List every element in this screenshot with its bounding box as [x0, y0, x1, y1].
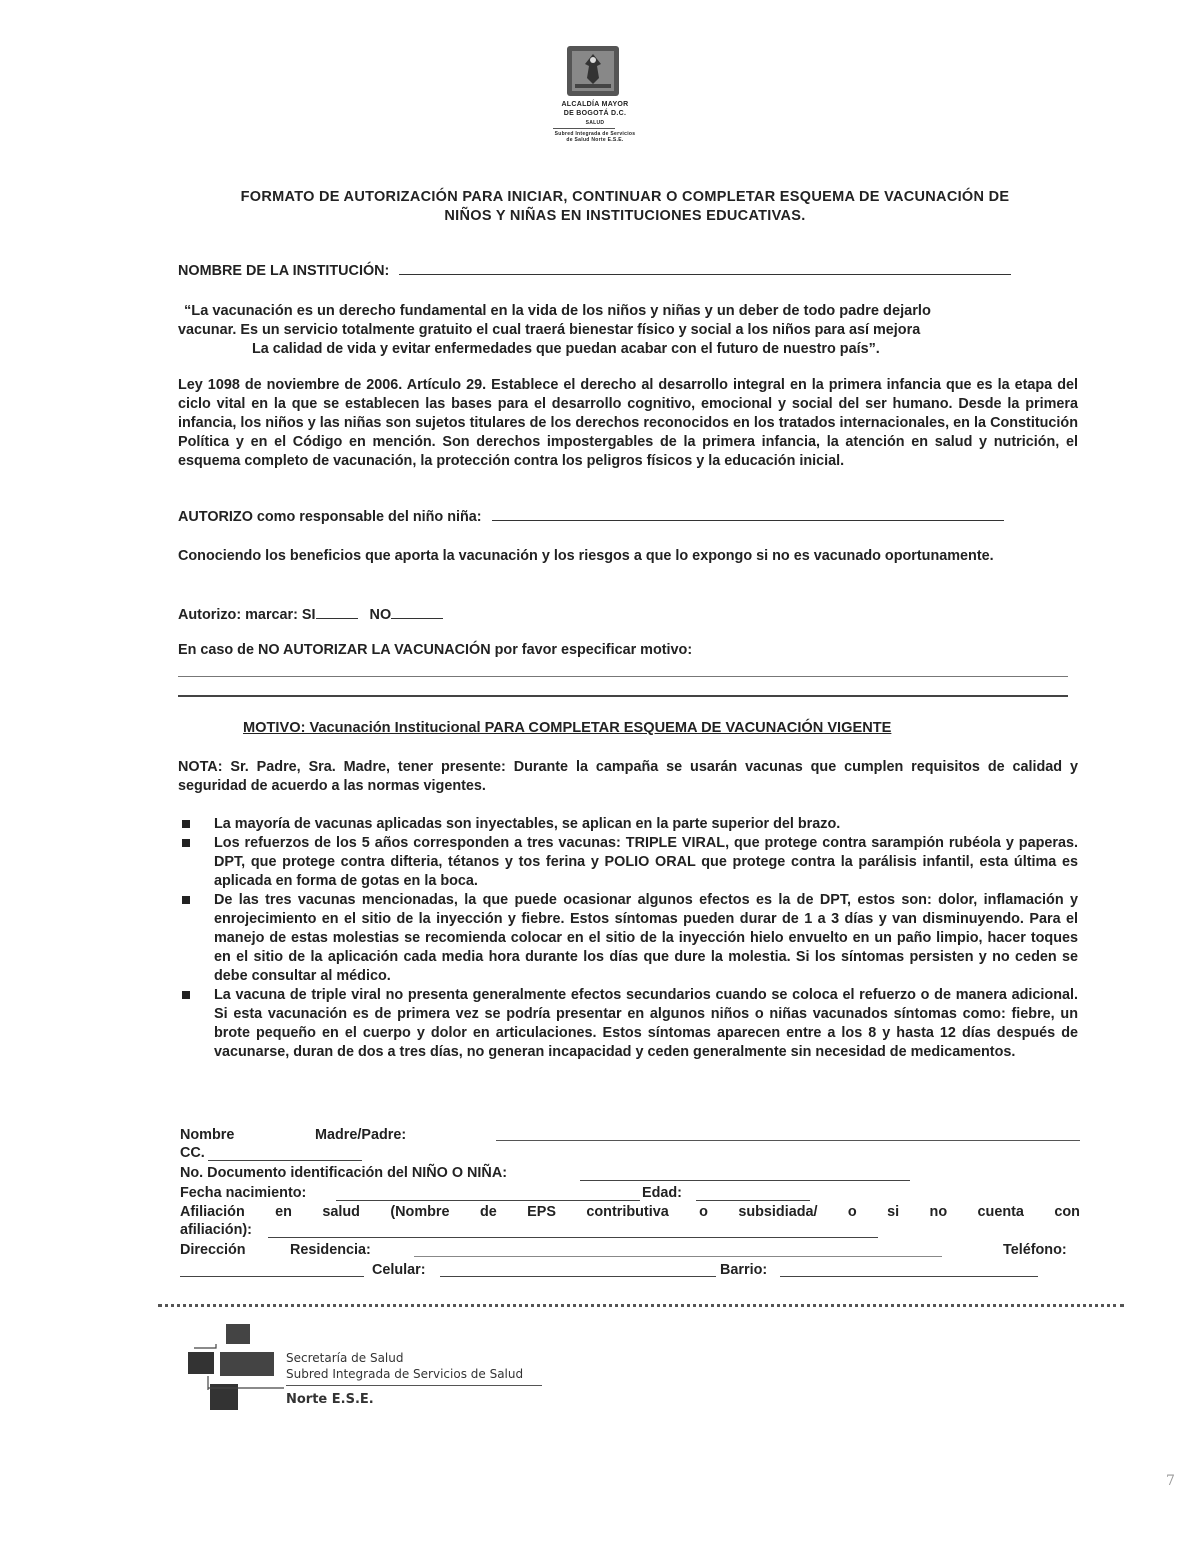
footer-line-2: Subred Integrada de Servicios de Salud [286, 1367, 524, 1381]
nombre-label: Nombre [180, 1127, 235, 1143]
list-item [178, 986, 1078, 1062]
list-item [178, 834, 1078, 891]
afiliacion-word: de [479, 1204, 497, 1220]
form-title [150, 188, 1100, 226]
doc-label: No. Documento identificación del NIÑO O NIÑA: [180, 1165, 508, 1181]
mark-no-label: NO [369, 607, 392, 623]
institution-row [178, 262, 1011, 281]
motivo-heading: MOTIVO: Vacunación Institucional PARA COMPLETAR ESQUEMA DE VACUNACIÓN VIGENTE [243, 720, 892, 736]
bullet-text: La mayoría de vacunas aplicadas son inyectables, se aplican en la parte superior del brazo. [214, 816, 841, 832]
afiliacion-word: cuenta [977, 1204, 1024, 1220]
bullet-text: De las tres vacunas mencionadas, la que puede ocasionar algunos efectos es la de DPT, estos son: dolor, inflamación y enrojecimiento en el sitio de la inyección y fiebre. Estos síntomas pueden durar de 1 a 3 días y van disminuyendo. Para el manejo de estas molestias se recomienda colocar en el sitio de la inyección hielo envuelto en un paño limpio, hacer toques en el sitio de la aplicación cada media hora durante los días que dure la molestia. Si los síntomas persisten y no ceden se debe consultar al médico. [214, 892, 1078, 984]
afiliacion-word: con [1054, 1204, 1080, 1220]
footer-separator [158, 1304, 1124, 1307]
madre-padre-label: Madre/Padre: [315, 1127, 407, 1143]
bullet-square-icon [182, 839, 190, 847]
afiliacion-word: (Nombre [390, 1204, 450, 1220]
seal-line-1: ALCALDÍA MAYOR [561, 101, 629, 108]
list-item [178, 815, 1078, 834]
no-field[interactable] [391, 618, 443, 619]
neighborhood-field[interactable] [780, 1276, 1038, 1277]
afiliacion-word: salud [322, 1204, 360, 1220]
cc-label: CC. [180, 1145, 205, 1161]
madre-padre-name-field[interactable] [496, 1140, 1080, 1141]
knowing-paragraph: Conociendo los beneficios que aporta la vacunación y los riesgos a que lo expongo si no es vacunado oportunamente. [178, 548, 994, 564]
seal-line-4: Subred Integrada de Servicios [554, 131, 636, 137]
afiliacion-word: EPS [527, 1204, 556, 1220]
footer-line-1: Secretaría de Salud [286, 1351, 404, 1365]
authorize-label: AUTORIZO como responsable del niño niña: [178, 509, 482, 525]
seal-divider [553, 128, 615, 129]
form-title-line-2: NIÑOS Y NIÑAS EN INSTITUCIONES EDUCATIVAS. [444, 208, 806, 224]
celular-label: Celular: [372, 1262, 426, 1278]
nota-paragraph: NOTA: Sr. Padre, Sra. Madre, tener presente: Durante la campaña se usarán vacunas que cumplen requisitos de calidad y seguridad de acuerdo a las normas vigentes. [178, 759, 1078, 794]
afiliacion-word: subsidiada/ [738, 1204, 818, 1220]
authorize-row [178, 508, 1004, 527]
bullet-square-icon [182, 896, 190, 904]
bullet-text: Los refuerzos de los 5 años corresponden a tres vacunas: TRIPLE VIRAL, que protege contra sarampión rubéola y paperas. DPT, que protege contra difteria, tétanos y tos ferina y POLIO ORAL que protege contra la parálisis infantil, esta última es aplicada en forma de gotas en la boca. [214, 835, 1078, 889]
no-authorize-label: En caso de NO AUTORIZAR LA VACUNACIÓN por favor especificar motivo: [178, 642, 693, 658]
afiliacion-word: o [699, 1204, 708, 1220]
age-field[interactable] [696, 1200, 810, 1201]
phone-field[interactable] [180, 1276, 364, 1277]
authorize-mark-row [178, 606, 443, 625]
direccion-label: Dirección [180, 1242, 246, 1258]
cc-field[interactable] [208, 1160, 362, 1161]
motivo-line-2[interactable] [178, 695, 1068, 697]
si-field[interactable] [316, 618, 358, 619]
seal-line-2: DE BOGOTÁ D.C. [563, 110, 627, 117]
afiliacion-word: si [887, 1204, 900, 1220]
mark-si-label: Autorizo: marcar: SI [178, 607, 316, 623]
mobile-field[interactable] [440, 1276, 716, 1277]
bullet-square-icon [182, 991, 190, 999]
form-title-line-1: FORMATO DE AUTORIZACIÓN PARA INICIAR, CONTINUAR O COMPLETAR ESQUEMA DE VACUNACIÓN DE [240, 189, 1010, 205]
bogota-coat-of-arms-icon [563, 44, 623, 98]
child-name-field[interactable] [492, 520, 1004, 521]
birth-date-field[interactable] [336, 1200, 640, 1201]
afiliacion-word: Afiliación [180, 1204, 245, 1220]
eps-field[interactable] [268, 1237, 878, 1238]
seal-line-5: de Salud Norte E.S.E. [566, 137, 624, 143]
telefono-label: Teléfono: [1003, 1242, 1067, 1258]
afiliacion-word: contributiva [586, 1204, 669, 1220]
motivo-line-1[interactable] [178, 676, 1068, 677]
bullet-square-icon [182, 820, 190, 828]
health-cross-logo-icon [186, 1322, 286, 1412]
institution-name-field[interactable] [399, 274, 1011, 275]
address-field[interactable] [414, 1256, 942, 1257]
afiliacion-word: o [847, 1204, 857, 1220]
page-mark: 7 [1166, 1473, 1175, 1489]
recommendations-list [178, 815, 1078, 1062]
barrio-label: Barrio: [720, 1262, 768, 1278]
institution-label: NOMBRE DE LA INSTITUCIÓN: [178, 263, 390, 279]
quote-line-1: “La vacunación es un derecho fundamental en la vida de los niños y niñas y un deber de todo padre dejarlo [184, 303, 931, 319]
afiliacion-word: no [929, 1204, 948, 1220]
quote-line-2: vacunar. Es un servicio totalmente gratuito el cual traerá bienestar físico y social a los niños para así mejora [178, 322, 921, 338]
afiliacion-line-2: afiliación): [180, 1222, 252, 1238]
residencia-label: Residencia: [290, 1242, 371, 1258]
footer-line-3: Norte E.S.E. [286, 1392, 374, 1407]
edad-label: Edad: [642, 1185, 682, 1201]
afiliacion-row [180, 1203, 1080, 1222]
fecha-nacimiento-label: Fecha nacimiento: [180, 1185, 307, 1201]
child-document-field[interactable] [580, 1180, 910, 1181]
law-paragraph: Ley 1098 de noviembre de 2006. Artículo 29. Establece el derecho al desarrollo integral en la primera infancia que es la etapa del ciclo vital en la que se establecen las bases para el desarrollo cognitivo, emocional y social del ser humano. Desde la primera infancia, los niños y las niñas son sujetos titulares de los derechos reconocidos en los tratados internacionales, en la Constitución Política y en el Código en mención. Son derechos impostergables de la primera infancia, la atención en salud y nutrición, el esquema completo de vacunación, la protección contra los peligros físicos y la educación inicial. [178, 377, 1078, 469]
list-item [178, 891, 1078, 986]
footer-divider [286, 1385, 542, 1386]
quote-line-3: La calidad de vida y evitar enfermedades que puedan acabar con el futuro de nuestro país”. [252, 341, 880, 357]
afiliacion-word: en [275, 1204, 292, 1220]
bullet-text: La vacuna de triple viral no presenta generalmente efectos secundarios cuando se coloca el refuerzo o de manera adicional. Si esta vacunación es de primera vez se podría presentar en algunos niños o niñas vacunados síntomas como: fiebre, un brote pequeño en el cuerpo y dolor en articulaciones. Estos síntomas aparecen entre a los 8 y hasta 12 días después de vacunarse, duran de dos a tres días, no generan incapacidad y ceden generalmente sin necesidad de medicamentos. [214, 987, 1078, 1060]
seal-line-3: SALUD [585, 120, 605, 126]
